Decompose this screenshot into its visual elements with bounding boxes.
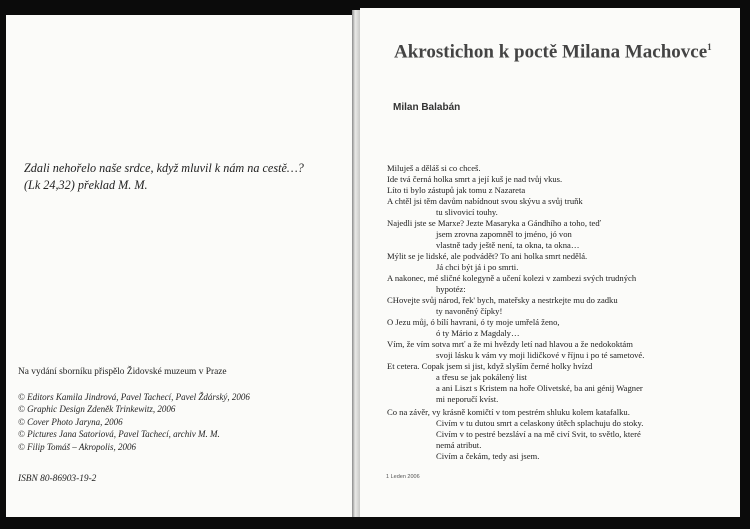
poem-line bbox=[387, 328, 732, 339]
poem-line bbox=[387, 418, 732, 429]
book-gutter bbox=[352, 10, 360, 517]
poem-line-text: Miluješ a děláš si co chceš. bbox=[387, 163, 481, 173]
poem-line-text: Civím a čekám, tedy asi jsem. bbox=[436, 451, 540, 461]
right-page bbox=[360, 8, 740, 517]
poem-line-text: Líto ti bylo zástupů jak tomu z Nazareta bbox=[387, 185, 526, 195]
poem-line-text: CHovejte svůj národ, řek' bych, mateřsky a nestrkejte mu do zadku bbox=[387, 295, 618, 305]
poem-line bbox=[387, 394, 732, 405]
poem-line bbox=[387, 185, 732, 196]
poem-line-text: Vím, že vím sotva mrť a že mi hvězdy letí nad hlavou a že nedokoktám bbox=[387, 339, 633, 349]
poem-line-text: A nakonec, mé sličné kolegyně a učení kolezi v zambezi svých trudných bbox=[387, 273, 637, 283]
copyright-line: © Pictures Jana Satoriová, Pavel Tachecí, archiv M. M. bbox=[18, 429, 220, 440]
poem-line bbox=[387, 383, 732, 394]
poem-line bbox=[387, 306, 732, 317]
poem-line bbox=[387, 372, 732, 383]
poem-line-text: ó ty Mário z Magdaly… bbox=[436, 328, 520, 338]
poem-line-text: a třesu se jak pokálený list bbox=[436, 372, 527, 382]
poem-title bbox=[394, 36, 724, 63]
poem-line bbox=[387, 350, 732, 361]
poem-line-text: tu slivovicí touhy. bbox=[436, 207, 498, 217]
poem-line-text: Civím v tu dutou smrt a celaskony útěch splachuju do stoky. bbox=[436, 418, 644, 428]
epigraph bbox=[24, 160, 344, 194]
poem-line bbox=[387, 339, 732, 350]
poem-line bbox=[387, 251, 732, 262]
poem-line-text: ty navoněný čípky! bbox=[436, 306, 503, 316]
poem-line bbox=[387, 440, 732, 451]
support-note: Na vydání sborníku přispělo Židovské muzeum v Praze bbox=[18, 367, 227, 377]
poem-line bbox=[387, 317, 732, 328]
poem-line bbox=[387, 361, 732, 372]
poem-line-text: O Jezu můj, ó bílí havrani, ó ty moje umřelá ženo, bbox=[387, 317, 560, 327]
poem-line-text: Et cetera. Copak jsem si jist, když slyším černé holky hvízd bbox=[387, 361, 593, 371]
poem-line-text: Co na závěr, vy krásně komičtí v tom pestrém shluku kolem katafalku. bbox=[387, 407, 630, 417]
poem-line-text: Já chci být já i po smrti. bbox=[436, 262, 519, 272]
poem-line bbox=[387, 451, 732, 462]
poem-line-text: jsem zrovna zapomněl to jméno, jó von bbox=[436, 229, 572, 239]
poem bbox=[387, 163, 732, 462]
copyright-list bbox=[18, 391, 250, 453]
poem-line bbox=[387, 262, 732, 273]
copyright-line: © Graphic Design Zdeněk Trinkewitz, 2006 bbox=[18, 404, 176, 415]
poem-line-text: mi neporučí kvíst. bbox=[436, 394, 499, 404]
copyright-line: © Editors Kamila Jindrová, Pavel Tachecí, Pavel Ždárský, 2006 bbox=[18, 392, 250, 402]
poem-line-text: A chtěl jsi těm davům nabídnout svou skývu a svůj truňk bbox=[387, 196, 583, 206]
poem-line bbox=[387, 218, 732, 229]
poem-line-text: Ide tvá černá holka smrt a její kuš je nad tvůj vkus. bbox=[387, 174, 563, 184]
poem-line bbox=[387, 273, 732, 284]
poem-line bbox=[387, 196, 732, 207]
poem-line bbox=[387, 295, 732, 306]
copyright-line: © Filip Tomáš – Akropolis, 2006 bbox=[18, 441, 137, 452]
poem-line bbox=[387, 163, 732, 174]
poem-line-text: vlastně tady ještě není, ta okna, ta okna… bbox=[436, 240, 580, 250]
isbn: ISBN 80-86903-19-2 bbox=[18, 474, 97, 484]
poem-line bbox=[387, 284, 732, 295]
epigraph-citation: (Lk 24,32) překlad M. M. bbox=[24, 178, 148, 192]
left-page bbox=[6, 15, 352, 517]
poem-line bbox=[387, 240, 732, 251]
epigraph-quote: Zdali nehořelo naše srdce, když mluvil k nám na cestě…? bbox=[24, 161, 304, 175]
poem-line-text: Civím v to pestré bezsláví a na mě civí Svit, to světlo, které bbox=[436, 429, 641, 439]
footnote: 1 Leden 2006 bbox=[386, 474, 420, 480]
poem-line-text: Mýlit se je lidské, ale podvádět? To ani holka smrt nedělá. bbox=[387, 251, 588, 261]
poem-line bbox=[387, 429, 732, 440]
poem-line-text: svoji lásku k vám vy moji lidičkové v říjnu i po té sametové. bbox=[436, 350, 645, 360]
poem-title-text: Akrostichon k poctě Milana Machovce bbox=[394, 41, 708, 63]
title-footnote-mark: 1 bbox=[707, 42, 712, 52]
poem-line-text: nemá atribut. bbox=[436, 440, 482, 450]
poem-line-text: Najedli jste se Marxe? Jezte Masaryka a Gándhího a toho, teď bbox=[387, 218, 601, 228]
poem-line-text: a ani Liszt s Kristem na hoře Olivetské, ba ani génij Wagner bbox=[436, 383, 643, 393]
poem-line bbox=[387, 207, 732, 218]
poem-line bbox=[387, 407, 732, 418]
author-name: Milan Balabán bbox=[393, 102, 461, 113]
copyright-line: © Cover Photo Jaryna, 2006 bbox=[18, 416, 123, 427]
poem-line bbox=[387, 174, 732, 185]
poem-line bbox=[387, 229, 732, 240]
poem-line-text: hypotéz: bbox=[436, 284, 466, 294]
